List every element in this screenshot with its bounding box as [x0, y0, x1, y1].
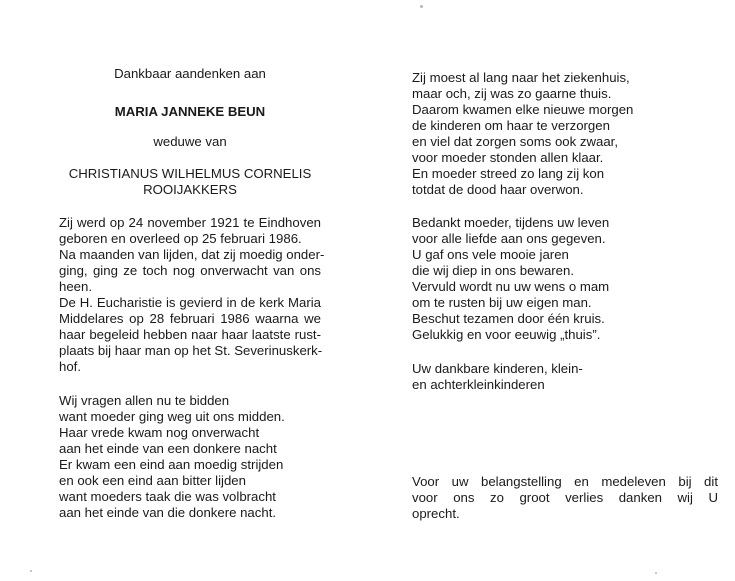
bio-line: haar begeleid hebben naar haar laatste rust- — [59, 327, 321, 342]
poem-line: voor moeder stonden allen klaar. — [412, 150, 604, 165]
poem-line: Beschut tezamen door één kruis. — [412, 311, 605, 326]
bio-line: Na maanden van lijden, dat zij moedig onder- — [59, 247, 325, 262]
poem-line: want moeders taak die was volbracht — [59, 489, 276, 504]
bio-line: geboren en overleed op 25 februari 1986. — [59, 231, 302, 246]
poem-line: voor alle liefde aan ons gegeven. — [412, 231, 606, 246]
poem-line: Daarom kwamen elke nieuwe morgen — [412, 102, 634, 117]
poem-line: want moeder ging weg uit ons midden. — [59, 409, 285, 424]
bio-line: plaats bij haar man op het St. Severinuskerk- — [59, 343, 323, 358]
poem-line: En moeder streed zo lang zij kon — [412, 166, 605, 181]
poem-line: om te rusten bij uw eigen man. — [412, 295, 592, 310]
bio-line: heen. — [59, 279, 93, 294]
bio-line: ging, ging ze toch nog onverwacht van ons — [59, 263, 321, 278]
poem-line: U gaf ons vele mooie jaren — [412, 247, 569, 262]
scan-speck — [420, 5, 423, 8]
poem-line: maar och, zij was zo gaarne thuis. — [412, 86, 612, 101]
poem-line: Haar vrede kwam nog onverwacht — [59, 425, 260, 440]
poem-line: aan het einde van een donkere nacht — [59, 441, 277, 456]
poem-line: en ook een eind aan bitter lijden — [59, 473, 246, 488]
card-heading: Dankbaar aandenken aan — [114, 66, 266, 81]
bio-line: De H. Eucharistie is gevierd in de kerk Maria — [59, 295, 321, 310]
thanks-line: voor ons zo groot verlies danken wij U — [412, 490, 718, 505]
scan-speck — [655, 572, 657, 574]
thanks-line: Voor uw belangstelling en medeleven bij dit — [412, 474, 718, 489]
poem-line: totdat de dood haar overwon. — [412, 182, 584, 197]
widow-of-label: weduwe van — [153, 134, 227, 149]
poem-line: Zij moest al lang naar het ziekenhuis, — [412, 70, 630, 85]
poem-line: en viel dat zorgen soms ook zwaar, — [412, 134, 618, 149]
poem-line: Wij vragen allen nu te bidden — [59, 393, 230, 408]
thanks-line: oprecht. — [412, 506, 460, 521]
poem-line: Er kwam een eind aan moedig strijden — [59, 457, 284, 472]
husband-name-line2: ROOIJAKKERS — [143, 182, 237, 197]
signoff-line: Uw dankbare kinderen, klein- — [412, 361, 583, 376]
deceased-name: MARIA JANNEKE BEUN — [114, 104, 266, 119]
poem-line: aan het einde van die donkere nacht. — [59, 505, 277, 520]
husband-name-line1: CHRISTIANUS WILHELMUS CORNELIS — [68, 166, 312, 181]
poem-line: die wij diep in ons bewaren. — [412, 263, 575, 278]
poem-line: de kinderen om haar te verzorgen — [412, 118, 610, 133]
bio-line: Middelares op 28 februari 1986 waarna we — [59, 311, 321, 326]
poem-line: Bedankt moeder, tijdens uw leven — [412, 215, 610, 230]
scan-speck — [30, 570, 32, 572]
bio-line: hof. — [59, 359, 81, 374]
bio-line: Zij werd op 24 november 1921 te Eindhoven — [59, 215, 321, 230]
signoff-line: en achterkleinkinderen — [412, 377, 545, 392]
poem-line: Vervuld wordt nu uw wens o mam — [412, 279, 610, 294]
poem-line: Gelukkig en voor eeuwig „thuis”. — [412, 327, 601, 342]
